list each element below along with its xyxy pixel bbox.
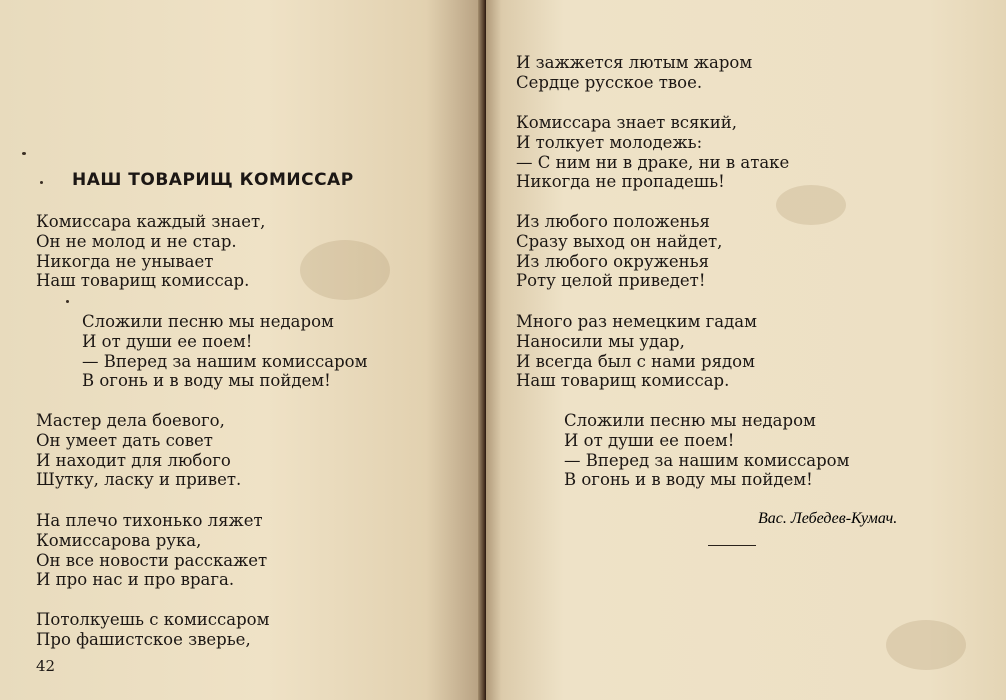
verse-line: Из любого положенья xyxy=(516,212,710,231)
verse-line: Комиссарова рука, xyxy=(36,530,202,550)
poem-author: Вас. Лебедев-Кумач. xyxy=(758,510,898,527)
verse-line: Никогда не пропадешь! xyxy=(516,172,725,192)
verse-line: И зажжется лютым жаром xyxy=(516,53,753,72)
verse-line: Он умеет дать совет xyxy=(36,430,213,450)
stanza-left-4 xyxy=(36,610,269,650)
paper-stain xyxy=(886,620,966,670)
verse-line: Комиссара знает всякий, xyxy=(516,113,737,132)
verse-line: Много раз немецким гадам xyxy=(516,312,757,331)
verse-line: Потолкуешь с комиссаром xyxy=(36,610,270,629)
verse-line: Он все новости расскажет xyxy=(36,550,268,570)
paper-speck xyxy=(22,152,26,155)
stanza-left-1 xyxy=(36,212,265,291)
verse-line: И про нас и про врага. xyxy=(36,570,235,590)
paper-speck xyxy=(40,181,43,184)
verse-line: На плечо тихонько ляжет xyxy=(36,511,263,530)
stanza-left-3 xyxy=(36,511,267,590)
paper-stain xyxy=(300,240,390,300)
verse-line: Комиссара каждый знает, xyxy=(36,212,266,231)
paper-speck xyxy=(66,300,69,303)
verse-line: — Вперед за нашим комиссаром xyxy=(564,450,850,470)
verse-line: И от души ее поем! xyxy=(82,331,253,351)
poem-title: НАШ ТОВАРИЩ КОМИССАР xyxy=(72,170,354,190)
verse-line: Наш товарищ комиссар. xyxy=(516,371,730,391)
verse-line: Сердце русское твое. xyxy=(516,72,703,92)
stanza-right-3 xyxy=(516,212,722,291)
verse-line: Роту целой приведет! xyxy=(516,271,706,291)
refrain-right xyxy=(564,411,849,490)
verse-line: Шутку, ласку и привет. xyxy=(36,470,242,490)
verse-line: — Вперед за нашим комиссаром xyxy=(82,351,368,371)
stanza-right-2 xyxy=(516,113,789,192)
verse-line: В огонь и в воду мы пойдем! xyxy=(82,371,331,391)
verse-line: И от души ее поем! xyxy=(564,430,735,450)
verse-line: Сложили песню мы недаром xyxy=(82,312,334,331)
verse-line: Сразу выход он найдет, xyxy=(516,231,723,251)
verse-line: Он не молод и не стар. xyxy=(36,231,237,251)
verse-line: — С ним ни в драке, ни в атаке xyxy=(516,152,790,172)
verse-line: Из любого окруженья xyxy=(516,251,710,271)
verse-line: Наш товарищ комиссар. xyxy=(36,271,250,291)
right-page xyxy=(486,0,1006,700)
verse-line: Наносили мы удар, xyxy=(516,331,685,351)
verse-line: В огонь и в воду мы пойдем! xyxy=(564,470,813,490)
stanza-right-1 xyxy=(516,53,752,93)
verse-line: И находит для любого xyxy=(36,450,231,470)
verse-line: И всегда был с нами рядом xyxy=(516,351,755,371)
left-page xyxy=(0,0,484,700)
verse-line: Про фашистское зверье, xyxy=(36,629,251,649)
refrain-left xyxy=(82,312,367,391)
verse-line: Никогда не унывает xyxy=(36,251,214,271)
page-number: 42 xyxy=(36,657,56,675)
verse-line: Мастер дела боевого, xyxy=(36,411,225,430)
verse-line: Сложили песню мы недаром xyxy=(564,411,816,430)
end-rule xyxy=(708,545,756,546)
verse-line: И толкует молодежь: xyxy=(516,132,703,152)
stanza-right-4 xyxy=(516,312,757,391)
stanza-left-2 xyxy=(36,411,241,490)
